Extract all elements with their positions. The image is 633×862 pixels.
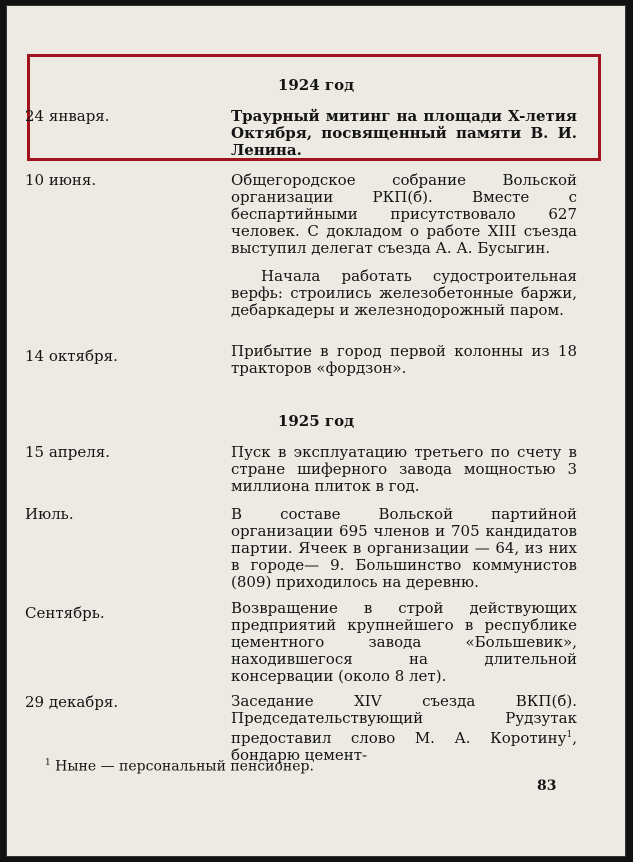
- entry-text: Траурный митинг на площади X-летия Октября, посвященный памяти В. И. Ленина.: [231, 107, 577, 159]
- entry-text: Начала работать судостроительная верфь: строились железобетонные баржи, дебаркадеры и железнодорожный паром.: [231, 267, 577, 319]
- entry-text: Возвращение в строй действующих предприятий крупнейшего в республике цементного завода «Большевик», находившегося на длительной консервации (около 8 лет).: [231, 599, 577, 685]
- year-heading-1924: 1924 год: [277, 76, 355, 94]
- entry-text: В составе Вольской партийной организации 695 членов и 705 кандидатов партии. Ячеек в организации — 64, из них в городе— 9. Большинство коммунистов (809) приходилось на деревню.: [231, 505, 577, 591]
- entry-date: Июль.: [25, 505, 74, 523]
- entry-text-part: , бондарю цемент-: [231, 729, 577, 764]
- entry-text: Пуск в эксплуатацию третьего по счету в стране шиферного завода мощностью 3 миллиона плиток в год.: [231, 443, 577, 495]
- entry-text: Прибытие в город первой колонны из 18 тракторов «фордзон».: [231, 342, 577, 377]
- entry-text: [231, 693, 577, 764]
- entry-date: 10 июня.: [25, 171, 97, 189]
- footnote-text: Ныне — персональный пенсионер.: [50, 758, 314, 775]
- entry-date: 14 октября.: [25, 347, 118, 365]
- footnote-ref: 1: [566, 730, 573, 740]
- entry-date: 15 апреля.: [25, 443, 111, 461]
- entry-date: 29 декабря.: [25, 693, 119, 711]
- entry-date: Сентябрь.: [25, 604, 105, 622]
- footnote-mark: 1: [45, 758, 51, 768]
- entry-date: 24 января.: [25, 107, 110, 125]
- book-page: [7, 6, 625, 856]
- footnote: [45, 755, 314, 775]
- page-number: 83: [537, 778, 557, 794]
- year-heading-1925: 1925 год: [277, 412, 355, 430]
- entry-text-part: Заседание XIV съезда ВКП(б). Председательствующий Рудзутак предоставил слово М. А. Коротину: [231, 692, 577, 747]
- entry-text: Общегородское собрание Вольской организации РКП(б). Вместе с беспартийными присутствовало 627 человек. С докладом о работе XIII съезда выступил делегат съезда А. А. Бусыгин.: [231, 171, 577, 257]
